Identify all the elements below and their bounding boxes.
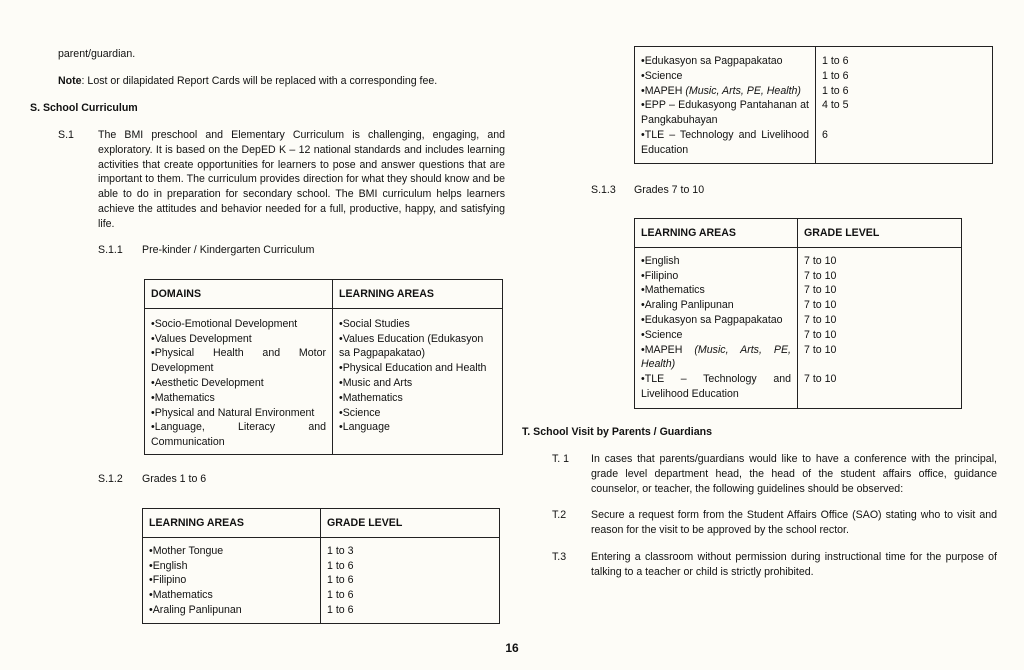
t3-paragraph: Entering a classroom without permission during instructional time for the purpose of talking to a teacher or child is strictly prohibited. xyxy=(591,551,997,578)
grade-level-value: 6 xyxy=(822,128,828,141)
list-item-label: Aesthetic Development xyxy=(154,376,264,389)
grade-level-value: 7 to 10 xyxy=(804,284,837,297)
grades-1-6-continued-table xyxy=(634,46,993,164)
grade-level-cell xyxy=(321,537,500,623)
s12-number: S.1.2 xyxy=(98,473,123,485)
parent-guardian-line: parent/guardian. xyxy=(58,48,136,60)
grade-level-value: 1 to 6 xyxy=(327,603,354,616)
list-item xyxy=(641,283,791,298)
list-item xyxy=(641,128,809,158)
grade-level-value: 7 to 10 xyxy=(804,299,837,312)
table-header-row xyxy=(635,219,962,248)
grade-level-value: 1 to 6 xyxy=(822,55,849,67)
kinder-curriculum-table xyxy=(144,279,503,455)
list-item-label: Science xyxy=(644,69,683,82)
list-item xyxy=(151,376,326,391)
s11-number: S.1.1 xyxy=(98,244,123,256)
grade-level-value: 7 to 10 xyxy=(804,269,837,282)
list-item-label: EPP – Edukasyong Pantahanan at Pangkabuhayan xyxy=(641,99,809,127)
t3-number: T.3 xyxy=(552,551,567,563)
list-item xyxy=(641,84,809,99)
grade-level-value: 4 to 5 xyxy=(822,99,849,112)
learning-areas-cell xyxy=(635,247,798,408)
list-item-label: TLE – Technology and Livelihood Education xyxy=(641,128,809,156)
list-item-note: (Music, Arts, PE, Health) xyxy=(685,84,801,97)
list-item xyxy=(339,332,496,362)
t2-number: T.2 xyxy=(552,509,567,521)
table-row xyxy=(143,537,500,623)
learning-areas-cell xyxy=(143,537,321,623)
list-item xyxy=(339,420,496,435)
list-item xyxy=(339,406,496,421)
list-item-label: Mathematics xyxy=(644,284,705,297)
list-item-label: Science xyxy=(342,406,381,419)
learning-areas-list xyxy=(339,317,496,435)
grade-level-list xyxy=(822,54,986,143)
list-item-label: MAPEH xyxy=(644,343,683,356)
list-item-label: English xyxy=(644,254,680,267)
learning-areas-cell xyxy=(635,47,816,164)
list-item xyxy=(641,269,791,284)
list-item-note: (Music, Arts, PE, Health) xyxy=(641,343,791,371)
learning-areas-list xyxy=(641,254,791,402)
list-item xyxy=(641,98,809,128)
table-header-learning-areas: LEARNING AREAS xyxy=(143,509,321,538)
learning-areas-cell xyxy=(333,308,503,454)
list-item-label: Language, Literacy and Communication xyxy=(151,421,326,449)
grade-level-cell xyxy=(816,47,993,164)
table-row xyxy=(635,47,993,164)
s11-title: Pre-kinder / Kindergarten Curriculum xyxy=(142,244,315,256)
list-item-label: Values Education (Edukasyon sa Pagpapakatao) xyxy=(339,332,484,360)
list-item-label: Values Development xyxy=(154,332,252,345)
list-item xyxy=(339,376,496,391)
list-item xyxy=(151,332,326,347)
grade-level-value: 7 to 10 xyxy=(804,313,837,326)
table-header-row xyxy=(145,280,503,309)
list-item xyxy=(151,420,326,450)
grade-level-value: 7 to 10 xyxy=(804,373,837,386)
note-label: Note xyxy=(58,75,82,87)
s1-paragraph: The BMI preschool and Elementary Curriculum is challenging, engaging, and exploratory. It is based on the DepED K – 12 national standards and includes learning activities that create opportunities for learners to pose and answer questions that are important to them. The curriculum provides direction for what they should know and be able to do in preparation for secondary school. The BMI curriculum helps learners achieve the attitudes and behavior needed for a full, productive, happy, and satisfying life. xyxy=(98,129,505,230)
s1-number: S.1 xyxy=(58,129,74,141)
list-item xyxy=(641,343,791,373)
list-item-label: Language xyxy=(342,421,390,434)
note-text: : Lost or dilapidated Report Cards will be replaced with a corresponding fee. xyxy=(81,75,438,87)
list-item-label: MAPEH xyxy=(644,84,683,97)
s13-number: S.1.3 xyxy=(591,184,616,196)
list-item-label: Physical Health and Motor Development xyxy=(151,347,326,375)
domains-list xyxy=(151,317,326,450)
list-item xyxy=(339,391,496,406)
grade-level-value: 1 to 6 xyxy=(327,559,354,572)
section-t-heading: T. School Visit by Parents / Guardians xyxy=(522,426,712,438)
table-header-domains: DOMAINS xyxy=(145,280,333,309)
grade-level-cell xyxy=(798,247,962,408)
list-item xyxy=(641,372,791,402)
domains-cell xyxy=(145,308,333,454)
list-item xyxy=(151,317,326,332)
list-item-label: Araling Panlipunan xyxy=(644,299,734,312)
list-item xyxy=(151,346,326,376)
grade-level-value: 1 to 6 xyxy=(822,69,849,82)
list-item-label: Mathematics xyxy=(342,391,403,404)
table-header-learning-areas: LEARNING AREAS xyxy=(333,280,503,309)
list-item xyxy=(149,559,314,574)
grade-level-value: 7 to 10 xyxy=(804,254,837,267)
table-header-row xyxy=(143,509,500,538)
list-item xyxy=(641,54,809,69)
list-item-label: Filipino xyxy=(152,574,187,587)
list-item xyxy=(641,254,791,269)
list-item xyxy=(339,317,496,332)
list-item-label: Filipino xyxy=(644,269,679,282)
grade-level-value: 1 to 6 xyxy=(327,574,354,587)
list-item xyxy=(149,544,314,559)
table-row xyxy=(635,247,962,408)
list-item xyxy=(641,298,791,313)
note-paragraph xyxy=(58,74,498,89)
grade-level-value: 7 to 10 xyxy=(804,343,837,356)
table-row xyxy=(145,308,503,454)
list-item-label: Mathematics xyxy=(154,391,215,404)
t1-number: T. 1 xyxy=(552,453,570,465)
s12-title: Grades 1 to 6 xyxy=(142,473,207,485)
list-item xyxy=(339,361,496,376)
list-item-label: Music and Arts xyxy=(342,376,413,389)
table-header-learning-areas: LEARNING AREAS xyxy=(635,219,798,248)
list-item-label: TLE – Technology and Livelihood Education xyxy=(641,373,791,400)
grades-7-10-table xyxy=(634,218,962,409)
list-item xyxy=(149,588,314,603)
list-item-label: Physical and Natural Environment xyxy=(154,406,315,419)
table-header-grade-level: GRADE LEVEL xyxy=(321,509,500,538)
grade-level-value: 1 to 6 xyxy=(327,589,354,602)
list-item xyxy=(641,313,791,328)
list-item-label: Mathematics xyxy=(152,589,213,602)
table-header-grade-level: GRADE LEVEL xyxy=(798,219,962,248)
page-number: 16 xyxy=(505,641,519,655)
grade-level-value: 1 to 3 xyxy=(327,544,354,557)
list-item xyxy=(149,603,314,618)
list-item-label: Mother Tongue xyxy=(152,544,224,557)
list-item-label: Edukasyon sa Pagpapakatao xyxy=(644,313,783,326)
list-item xyxy=(149,573,314,588)
learning-areas-list xyxy=(149,544,314,618)
grade-level-value: 7 to 10 xyxy=(804,328,837,341)
t2-paragraph: Secure a request form from the Student Affairs Office (SAO) stating who to visit and reason for the visit to be approved by the school rector. xyxy=(591,509,997,536)
t1-paragraph: In cases that parents/guardians would like to have a conference with the principal, grade level department head, the head of the student affairs office, guidance counselor, or teacher, the following guidelines should be observed: xyxy=(591,453,997,495)
list-item xyxy=(151,391,326,406)
grades-1-6-table xyxy=(142,508,500,624)
list-item xyxy=(151,406,326,421)
list-item-label: Science xyxy=(644,328,683,341)
list-item-label: Social Studies xyxy=(342,317,410,330)
list-item xyxy=(641,328,791,343)
list-item-label: Socio-Emotional Development xyxy=(154,317,298,330)
s13-title: Grades 7 to 10 xyxy=(634,184,705,196)
list-item-label: Araling Panlipunan xyxy=(152,603,242,616)
list-item-label: English xyxy=(152,559,188,572)
list-item xyxy=(641,69,809,84)
grade-level-list xyxy=(804,254,955,387)
learning-areas-list xyxy=(641,54,809,158)
list-item-label: Physical Education and Health xyxy=(342,362,487,375)
grade-level-value: 1 to 6 xyxy=(822,84,849,97)
grade-level-list xyxy=(327,544,493,618)
section-s-heading: S. School Curriculum xyxy=(30,102,138,114)
list-item-label: Edukasyon sa Pagpapakatao xyxy=(644,55,783,67)
